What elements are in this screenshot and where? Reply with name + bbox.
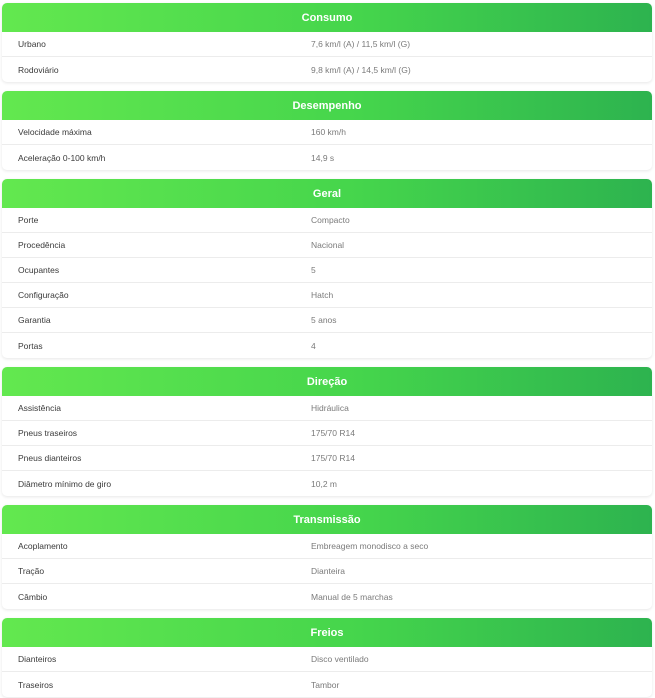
spec-row [2,534,652,559]
spec-value: 14,9 s [311,152,335,163]
spec-row [2,471,652,496]
spec-label: Pneus dianteiros [18,453,82,463]
spec-value: Hidráulica [311,403,349,413]
spec-value: 160 km/h [311,127,346,137]
spec-row [2,559,652,584]
spec-label: Porte [18,215,39,225]
spec-row [2,32,652,57]
spec-label: Velocidade máxima [18,127,92,137]
section-direcao [2,367,652,496]
spec-value: 175/70 R14 [311,453,355,463]
spec-value: Compacto [311,215,350,225]
spec-row [2,396,652,421]
section-geral [2,179,652,358]
spec-row [2,233,652,258]
section-freios [2,618,652,697]
spec-label: Rodoviário [18,64,59,75]
spec-label: Procedência [18,240,66,250]
spec-label: Pneus traseiros [18,428,78,438]
spec-value: 5 [311,265,316,275]
section-transmissao [2,505,652,609]
spec-label: Dianteiros [18,654,57,664]
spec-value: 4 [311,340,316,351]
spec-value: 9,8 km/l (A) / 14,5 km/l (G) [311,64,411,75]
spec-row [2,283,652,308]
spec-label: Tração [18,566,45,576]
spec-value: Dianteira [311,566,346,576]
spec-row [2,308,652,333]
spec-row [2,208,652,233]
spec-row [2,120,652,145]
spec-row [2,258,652,283]
section-title: Transmissão [2,505,652,534]
spec-value: 7,6 km/l (A) / 11,5 km/l (G) [311,39,411,49]
section-title: Consumo [2,3,652,32]
section-title: Direção [2,367,652,396]
spec-value: Tambor [311,679,340,690]
spec-label: Traseiros [18,679,54,690]
spec-value: 10,2 m [311,478,337,489]
section-title: Desempenho [2,91,652,120]
spec-value: Manual de 5 marchas [311,591,393,602]
section-consumo [2,3,652,82]
section-title: Geral [2,179,652,208]
spec-row [2,145,652,170]
spec-label: Assistência [18,403,61,413]
spec-label: Aceleração 0-100 km/h [18,152,106,163]
spec-label: Diâmetro mínimo de giro [18,478,112,489]
spec-value: 175/70 R14 [311,428,355,438]
spec-label: Ocupantes [18,265,60,275]
spec-row [2,647,652,672]
spec-row [2,584,652,609]
spec-row [2,672,652,697]
section-desempenho [2,91,652,170]
spec-label: Configuração [18,290,69,300]
spec-label: Garantia [18,315,51,325]
spec-value: Hatch [311,290,334,300]
spec-label: Acoplamento [18,541,68,551]
section-title: Freios [2,618,652,647]
spec-row [2,421,652,446]
spec-value: Disco ventilado [311,654,369,664]
spec-value: Embreagem monodisco a seco [311,541,429,551]
spec-row [2,57,652,82]
spec-value: 5 anos [311,315,337,325]
spec-label: Portas [18,340,43,351]
spec-label: Urbano [18,39,46,49]
spec-label: Câmbio [18,591,48,602]
spec-row [2,333,652,358]
spec-value: Nacional [311,240,345,250]
spec-row [2,446,652,471]
